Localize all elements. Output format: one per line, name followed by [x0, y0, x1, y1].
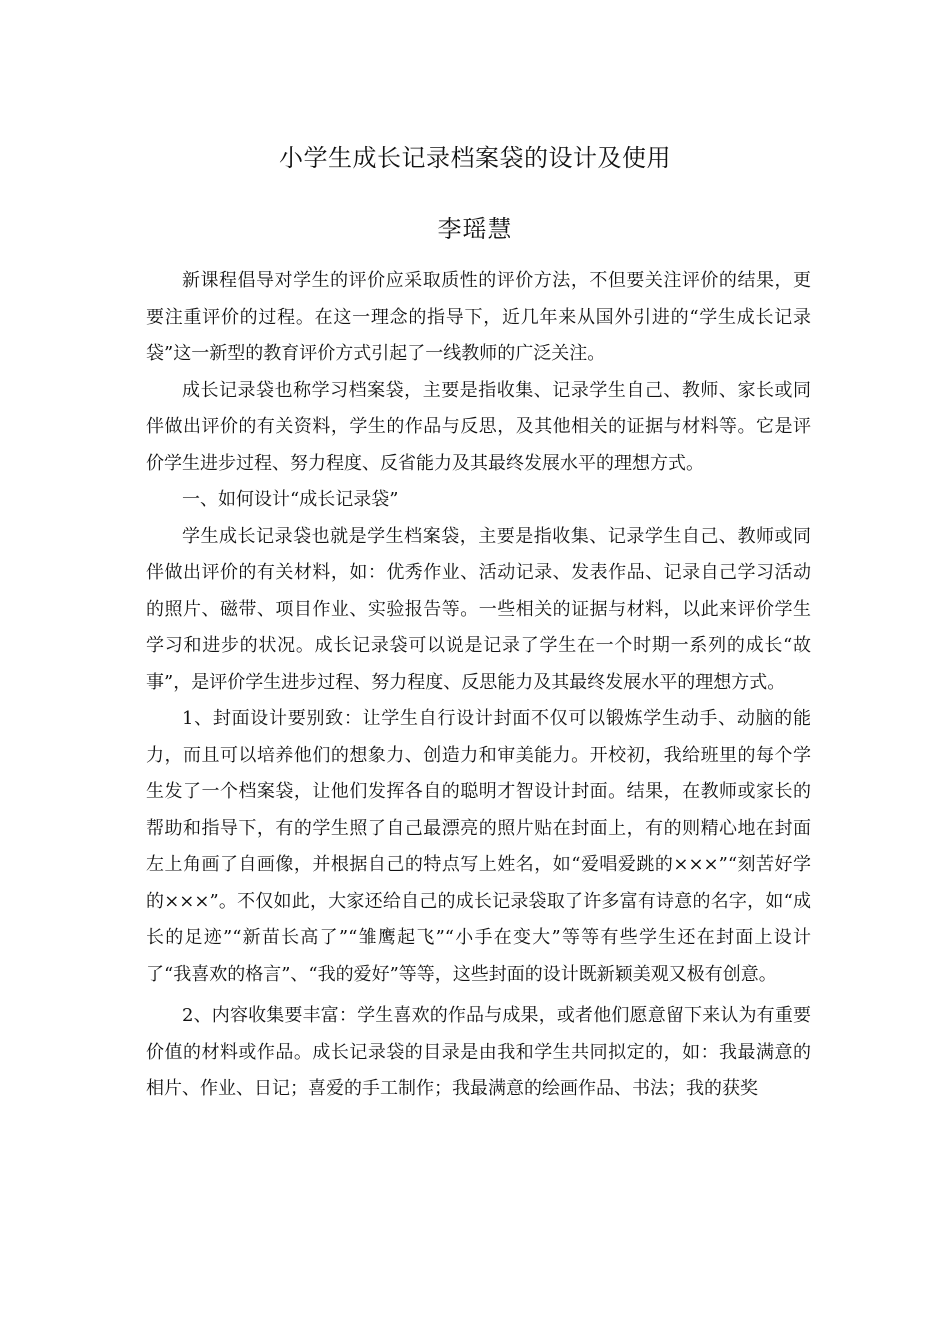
- paragraph-cover-design: 1、封面设计要别致：让学生自行设计封面不仅可以锻炼学生动手、动脑的能力，而且可以培养他们的想象力、创造力和审美能力。开校初，我给班里的每个学生发了一个档案袋，让他们发挥各自的聪明才智设计封面。结果，在教师或家长的帮助和指导下，有的学生照了自己最漂亮的照片贴在封面上，有的则精心地在封面左上角画了自画像，并根据自己的特点写上姓名，如“爱唱爱跳的×××”“刻苦好学的×××”。不仅如此，大家还给自己的成长记录袋取了许多富有诗意的名字，如“成长的足迹”“新苗长高了”“雏鹰起飞”“小手在变大”等等有些学生还在封面上设计了“我喜欢的格言”、“我的爱好”等等，这些封面的设计既新颖美观又极有创意。: [146, 708, 811, 985]
- document-title: 小学生成长记录档案袋的设计及使用: [279, 144, 671, 172]
- document-author: 李瑶慧: [437, 215, 513, 243]
- paragraph-design-overview: 学生成长记录袋也就是学生档案袋，主要是指收集、记录学生自己、教师或同伴做出评价的有关材料，如：优秀作业、活动记录、发表作品、记录自己学习活动的照片、磁带、项目作业、实验报告等。一些相关的证据与材料，以此来评价学生学习和进步的状况。成长记录袋可以说是记录了学生在一个时期一系列的成长“故事”，是评价学生进步过程、努力程度、反思能力及其最终发展水平的理想方式。: [146, 525, 811, 693]
- paragraph-intro: 新课程倡导对学生的评价应采取质性的评价方法，不但要关注评价的结果，更要注重评价的过程。在这一理念的指导下，近几年来从国外引进的“学生成长记录袋”这一新型的教育评价方式引起了一线教师的广泛关注。: [146, 270, 811, 364]
- paragraph-definition: 成长记录袋也称学习档案袋，主要是指收集、记录学生自己、教师、家长或同伴做出评价的有关资料，学生的作品与反思，及其他相关的证据与材料等。它是评价学生进步过程、努力程度、反省能力及其最终发展水平的理想方式。: [146, 379, 811, 474]
- document-body: [146, 263, 811, 1108]
- paragraph-content-collection: 2、内容收集要丰富：学生喜欢的作品与成果，或者他们愿意留下来认为有重要价值的材料或作品。成长记录袋的目录是由我和学生共同拟定的，如：我最满意的相片、作业、日记；喜爱的手工制作；我最满意的绘画作品、书法；我的获奖: [146, 1005, 811, 1099]
- section-heading-design: 一、如何设计“成长记录袋”: [182, 489, 399, 510]
